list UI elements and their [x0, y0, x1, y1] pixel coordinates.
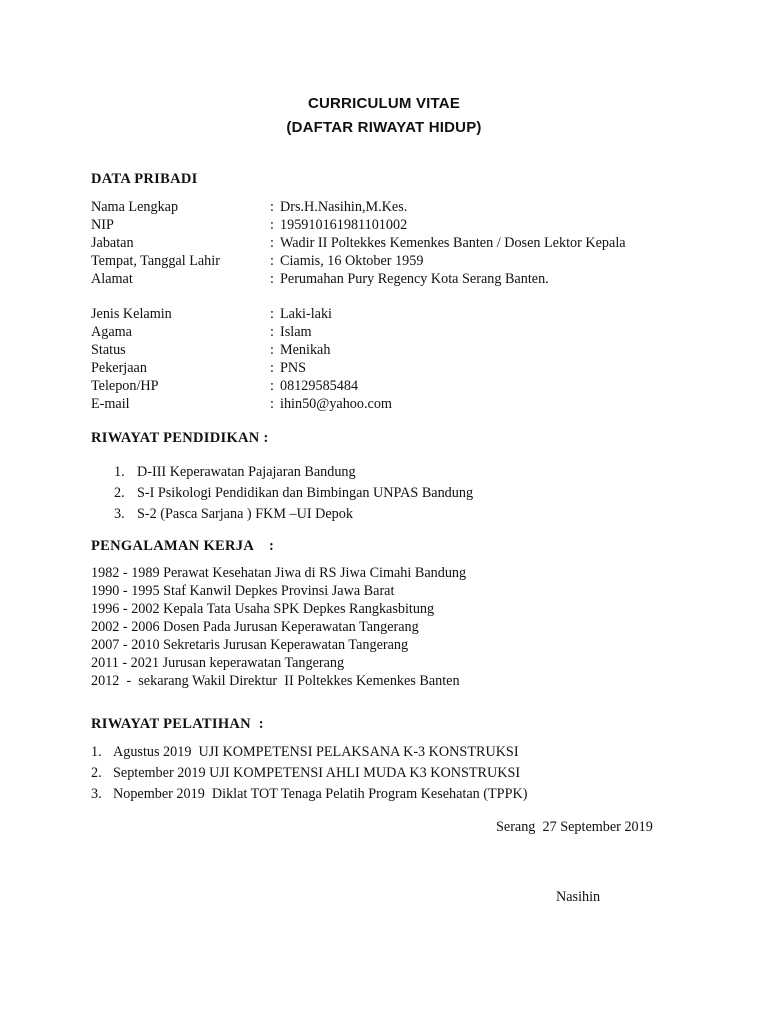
experience-line: 1982 - 1989 Perawat Kesehatan Jiwa di RS Jiwa Cimahi Bandung: [91, 565, 467, 581]
list-text: September 2019 UJI KOMPETENSI AHLI MUDA K3 KONSTRUKSI: [113, 765, 521, 781]
row-colon: :: [270, 199, 274, 215]
row-label: Nama Lengkap: [91, 199, 179, 215]
row-colon: :: [270, 324, 274, 340]
row-label: Alamat: [91, 271, 133, 287]
row-label: Telepon/HP: [91, 378, 159, 394]
list-number: 2.: [91, 765, 102, 781]
pendidikan-heading: RIWAYAT PENDIDIKAN :: [91, 430, 269, 446]
list-number: 3.: [114, 506, 125, 522]
title-line-2: (DAFTAR RIWAYAT HIDUP): [286, 119, 482, 136]
list-number: 1.: [114, 464, 125, 480]
list-number: 2.: [114, 485, 125, 501]
list-text: S-I Psikologi Pendidikan dan Bimbingan UNPAS Bandung: [137, 485, 474, 501]
row-label: Jabatan: [91, 235, 134, 251]
row-value: 195910161981101002: [280, 217, 408, 233]
list-number: 1.: [91, 744, 102, 760]
row-colon: :: [270, 217, 274, 233]
list-text: D-III Keperawatan Pajajaran Bandung: [137, 464, 356, 480]
row-value: Wadir II Poltekkes Kemenkes Banten / Dosen Lektor Kepala: [280, 235, 626, 251]
experience-line: 2002 - 2006 Dosen Pada Jurusan Keperawatan Tangerang: [91, 619, 419, 635]
row-colon: :: [270, 360, 274, 376]
experience-line: 2007 - 2010 Sekretaris Jurusan Keperawatan Tangerang: [91, 637, 409, 653]
list-text: Agustus 2019 UJI KOMPETENSI PELAKSANA K-3 KONSTRUKSI: [113, 744, 519, 760]
place-date: Serang 27 September 2019: [496, 819, 653, 835]
pelatihan-heading: RIWAYAT PELATIHAN :: [91, 716, 264, 732]
list-text: Nopember 2019 Diklat TOT Tenaga Pelatih Program Kesehatan (TPPK): [113, 786, 528, 802]
row-colon: :: [270, 253, 274, 269]
row-label: Pekerjaan: [91, 360, 147, 376]
row-value: Menikah: [280, 342, 331, 358]
experience-line: 1996 - 2002 Kepala Tata Usaha SPK Depkes Rangkasbitung: [91, 601, 435, 617]
row-label: Agama: [91, 324, 132, 340]
signer-name: Nasihin: [556, 889, 601, 905]
row-label: NIP: [91, 217, 114, 233]
row-colon: :: [270, 396, 274, 412]
row-value: 08129585484: [280, 378, 359, 394]
list-text: S-2 (Pasca Sarjana ) FKM –UI Depok: [137, 506, 353, 522]
row-value: Laki-laki: [280, 306, 332, 322]
row-colon: :: [270, 342, 274, 358]
data-pribadi-heading: DATA PRIBADI: [91, 171, 198, 187]
row-colon: :: [270, 235, 274, 251]
row-colon: :: [270, 306, 274, 322]
email-value: ihin50@yahoo.com: [280, 396, 392, 412]
row-label: E-mail: [91, 396, 130, 412]
row-colon: :: [270, 378, 274, 394]
row-colon: :: [270, 271, 274, 287]
experience-line: 1990 - 1995 Staf Kanwil Depkes Provinsi Jawa Barat: [91, 583, 395, 599]
experience-line: 2012 - sekarang Wakil Direktur II Poltekkes Kemenkes Banten: [91, 673, 460, 689]
row-value: Perumahan Pury Regency Kota Serang Banten.: [280, 271, 549, 287]
title-line-1: CURRICULUM VITAE: [307, 95, 461, 112]
pengalaman-heading: PENGALAMAN KERJA :: [91, 538, 275, 554]
experience-line: 2011 - 2021 Jurusan keperawatan Tangerang: [91, 655, 345, 671]
row-label: Jenis Kelamin: [91, 306, 172, 322]
list-number: 3.: [91, 786, 102, 802]
row-label: Tempat, Tanggal Lahir: [91, 253, 220, 269]
row-value: Drs.H.Nasihin,M.Kes.: [280, 199, 408, 215]
row-value: PNS: [280, 360, 307, 376]
row-label: Status: [91, 342, 126, 358]
row-value: Islam: [280, 324, 312, 340]
row-value: Ciamis, 16 Oktober 1959: [280, 253, 424, 269]
